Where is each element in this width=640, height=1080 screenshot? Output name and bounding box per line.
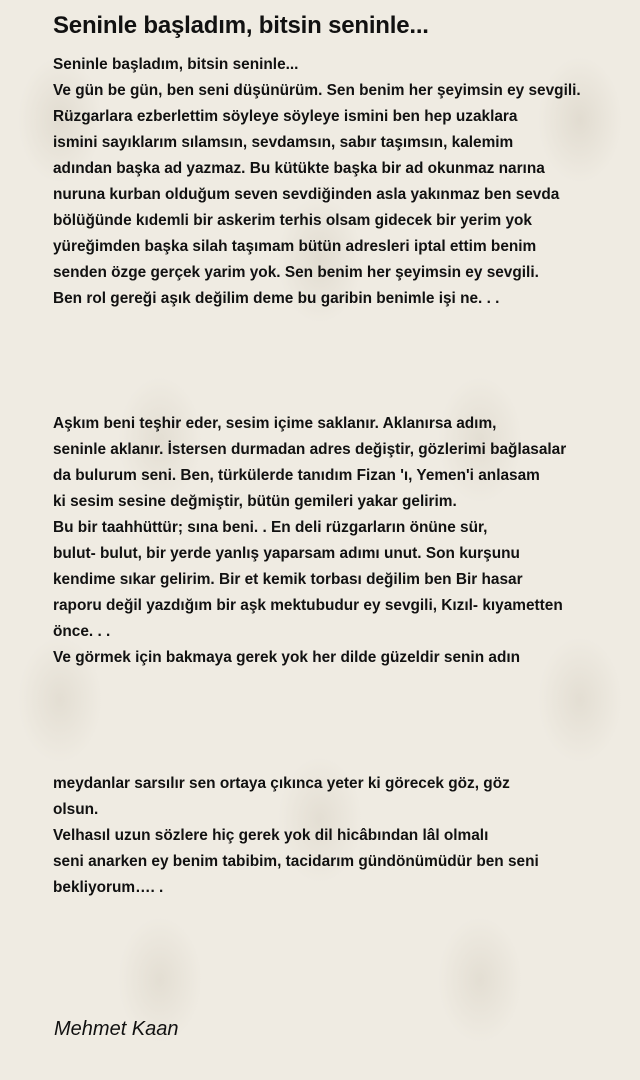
poem-line: seninle aklanır. İstersen durmadan adres değiştir, gözlerimi bağlasalar [53,441,567,458]
poem-line: Ve görmek için bakmaya gerek yok her dilde güzeldir senin adın [53,649,521,666]
poem-line: önce. . . [53,623,111,640]
poem-line: raporu değil yazdığım bir aşk mektubudur ey sevgili, Kızıl- kıyametten [53,597,563,614]
poem-line: Ve gün be gün, ben seni düşünürüm. Sen benim her şeyimsin ey sevgili. [53,82,581,99]
poem-line: Seninle başladım, bitsin seninle... [53,56,299,73]
poem-line: bölüğünde kıdemli bir askerim terhis olsam gidecek bir yerim yok [53,212,532,229]
stanza-2 [53,411,633,671]
poem-line: yüreğimden başka silah taşımam bütün adresleri iptal ettim benim [53,238,537,255]
poem-line: Bu bir taahhüttür; sına beni. . En deli rüzgarların önüne sür, [53,519,488,536]
poem-line: ismini sayıklarım sılamsın, sevdamsın, sabır taşımsın, kalemim [53,134,514,151]
stanza-3 [53,771,633,901]
poem-line: Ben rol gereği aşık değilim deme bu garibin benimle işi ne. . . [53,290,500,307]
poem-line: meydanlar sarsılır sen ortaya çıkınca yeter ki görecek göz, göz [53,775,510,792]
stanza-1 [53,52,633,312]
author-signature: Mehmet Kaan [54,1018,179,1040]
poem-line: da bulurum seni. Ben, türkülerde tanıdım Fizan 'ı, Yemen'i anlasam [53,467,540,484]
poem-line: seni anarken ey benim tabibim, tacidarım gündönümüdür ben seni [53,853,539,870]
poem-line: kendime sıkar gelirim. Bir et kemik torbası değilim ben Bir hasar [53,571,523,588]
poem-line: adından başka ad yazmaz. Bu kütükte başka bir ad okunmaz narına [53,160,545,177]
poem-title: Seninle başladım, bitsin seninle... [53,12,429,39]
poem-line: Aşkım beni teşhir eder, sesim içime saklanır. Aklanırsa adım, [53,415,497,432]
poem-line: Velhasıl uzun sözlere hiç gerek yok dil hicâbından lâl olmalı [53,827,489,844]
poem-line: ki sesim sesine değmiştir, bütün gemileri yakar gelirim. [53,493,457,510]
poem-line: nuruna kurban olduğum seven sevdiğinden asla yakınmaz ben sevda [53,186,560,203]
poem-line: olsun. [53,801,99,818]
poem-line: bekliyorum…. . [53,879,164,896]
poem-line: Rüzgarlara ezberlettim söyleye söyleye ismini ben hep uzaklara [53,108,518,125]
poem-line: senden özge gerçek yarim yok. Sen benim her şeyimsin ey sevgili. [53,264,539,281]
poem-line: bulut- bulut, bir yerde yanlış yaparsam adımı unut. Son kurşunu [53,545,520,562]
